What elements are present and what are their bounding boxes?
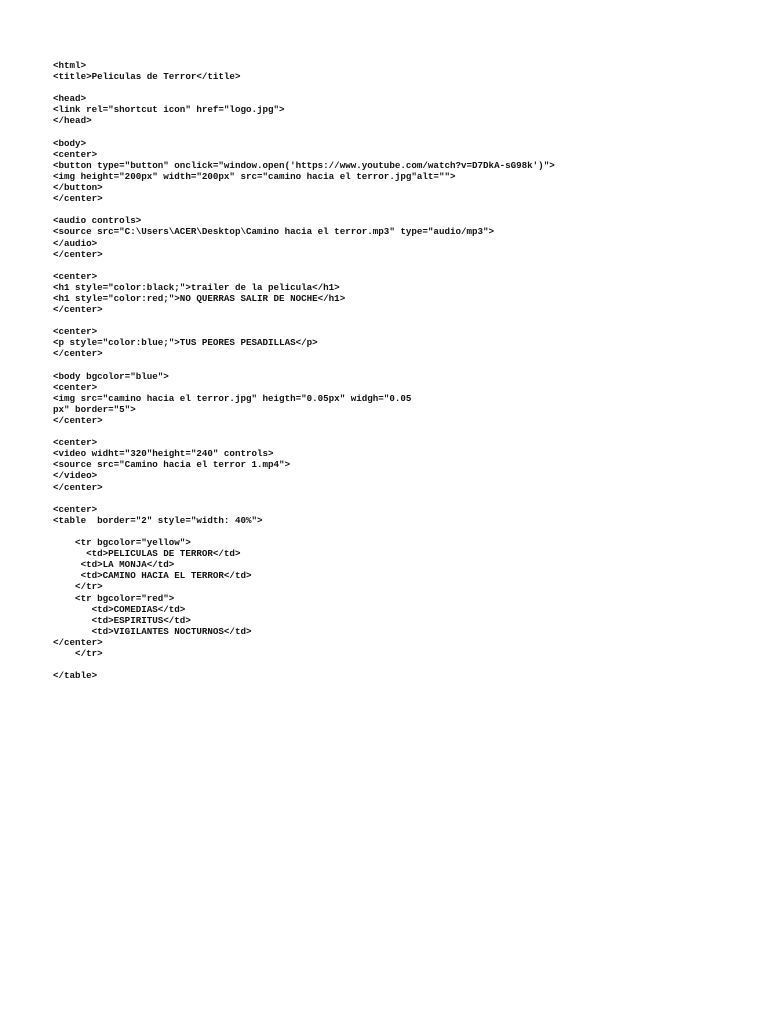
code-line: </center> — [53, 481, 103, 493]
code-line — [53, 127, 733, 138]
code-line: <table border="2" style="width: 40%"> — [53, 514, 263, 526]
code-line: </tr> — [53, 647, 103, 659]
code-line: <body> — [53, 137, 87, 149]
code-line: <button type="button" onclick="window.open('https://www.youtube.com/watch?v=D7DkA-sG98k')"> — [53, 159, 555, 171]
code-line — [53, 526, 733, 537]
code-line: <img src="camino hacia el terror.jpg" heigth="0.05px" widgh="0.05 — [53, 392, 412, 404]
code-line: </video> — [53, 470, 98, 482]
code-line — [53, 360, 733, 371]
code-line: <center> — [53, 148, 98, 160]
code-line: <td>ESPIRITUS</td> — [53, 614, 191, 626]
code-line: <center> — [53, 437, 98, 449]
code-line: <img height="200px" width="200px" src="camino hacia el terror.jpg"alt=""> — [53, 170, 456, 182]
code-line — [53, 315, 733, 326]
code-line: <center> — [53, 270, 98, 282]
code-line: <center> — [53, 503, 98, 515]
code-line: <tr bgcolor="red"> — [53, 592, 175, 604]
code-line: </head> — [53, 115, 92, 127]
code-line: <body bgcolor="blue"> — [53, 370, 169, 382]
code-line: <html> — [53, 60, 87, 71]
code-line: <td>VIGILANTES NOCTURNOS</td> — [53, 625, 252, 637]
code-line — [53, 493, 733, 504]
code-line: <td>LA MONJA</td> — [53, 559, 175, 571]
code-line: </center> — [53, 636, 103, 648]
code-line: <source src="C:\Users\ACER\Desktop\Camino hacia el terror.mp3" type="audio/mp3"> — [53, 226, 495, 238]
code-line: <td>PELICULAS DE TERROR</td> — [53, 548, 241, 560]
code-line: </audio> — [53, 237, 98, 249]
code-line — [53, 82, 733, 93]
code-line: <link rel="shortcut icon" href="logo.jpg"> — [53, 104, 285, 116]
code-line: <center> — [53, 326, 98, 338]
code-line: px" border="5"> — [53, 403, 136, 415]
code-line: </center> — [53, 348, 103, 360]
code-line: </center> — [53, 248, 103, 260]
code-line: <title>Peliculas de Terror</title> — [53, 71, 241, 83]
code-line: <td>CAMINO HACIA EL TERROR</td> — [53, 570, 252, 582]
code-line: <center> — [53, 381, 98, 393]
code-line — [53, 426, 733, 437]
code-line — [53, 260, 733, 271]
code-line: </table> — [53, 670, 98, 682]
code-line — [53, 659, 733, 670]
code-line: </center> — [53, 304, 103, 316]
code-line: <tr bgcolor="yellow"> — [53, 537, 191, 549]
code-line: <h1 style="color:red;">NO QUERRAS SALIR DE NOCHE</h1> — [53, 292, 346, 304]
code-line: <head> — [53, 93, 87, 105]
code-line — [53, 204, 733, 215]
code-line: </tr> — [53, 581, 103, 593]
code-line: </button> — [53, 182, 103, 194]
code-line: </center> — [53, 415, 103, 426]
code-line: <p style="color:blue;">TUS PEORES PESADILLAS</p> — [53, 337, 318, 349]
html-source-code — [53, 60, 733, 681]
code-line: </center> — [53, 193, 103, 205]
code-line: <h1 style="color:black;">trailer de la pelicula</h1> — [53, 281, 340, 293]
code-line: <td>COMEDIAS</td> — [53, 603, 186, 615]
code-line: <source src="Camino hacia el terror 1.mp4"> — [53, 459, 291, 471]
code-line: <audio controls> — [53, 215, 142, 227]
code-line: <video widht="320"height="240" controls> — [53, 448, 274, 460]
